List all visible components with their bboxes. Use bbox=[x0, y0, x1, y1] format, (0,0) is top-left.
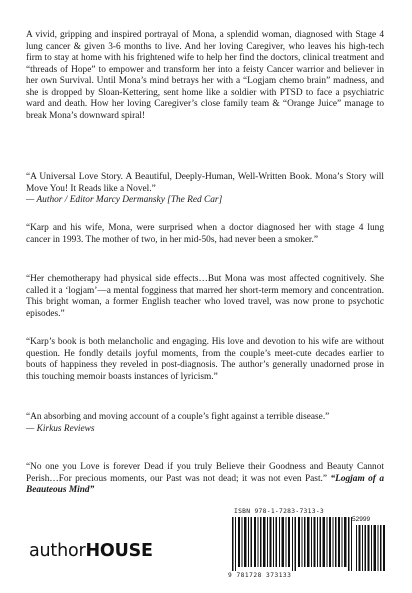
quote-marcy-attribution: — Author / Editor Marcy Dermansky [The Red Car] bbox=[26, 195, 223, 206]
quote-diagnosis bbox=[26, 223, 384, 246]
quote-melancholic bbox=[26, 337, 384, 383]
quote-closing bbox=[26, 462, 384, 497]
quote-melancholic-text: “Karp’s book is both melancholic and engaging. His love and devotion to his wife are without question. He fondly details joyful moments, from the couple’s meet-cute decades earlier to bouts of happiness they reveled in post-diagnosis. The author’s generally unadorned prose in this touching memoir boasts instances of lyricism.” bbox=[26, 337, 384, 382]
barcode-digits: 9 781728 373133 bbox=[228, 572, 292, 579]
quote-marcy-text: “A Universal Love Story. A Beautiful, Deeply-Human, Well-Written Book. Mona’s Story will Move You! It Reads like a Novel.” bbox=[26, 172, 384, 194]
isbn-label: ISBN 978-1-7283-7313-3 bbox=[234, 508, 325, 515]
quote-closing-body: “No one you Love is forever Dead if you truly Believe their Goodness and Beauty Cannot Perish…For precious moments, our Past was not dead; it was not even Past.” bbox=[26, 462, 384, 484]
price-code: 52999 bbox=[352, 516, 371, 523]
quote-marcy bbox=[26, 172, 384, 207]
quote-chemotherapy bbox=[26, 274, 384, 320]
blurb-text: A vivid, gripping and inspired portrayal of Mona, a splendid woman, diagnosed with Stage 4 lung cancer & given 3-6 months to live. And her loving Caregiver, who leaves his high-tech firm to stay at home with his frightened wife to help her find the doctors, clinical treatment and “threads of Hope” to empower and transform her into a feisty Cancer warrior and believer in her own Survival. Until Mona’s mind betrays her with a “Logjam chemo brain” madness, and she is dropped by Sloan-Kettering, sent home like a soldier with PTSD to face a psychiatric ward and death. How her loving Caregiver’s close family team & “Orange Juice” manage to break Mona’s downward spiral! bbox=[26, 30, 384, 122]
quote-closing-text bbox=[26, 462, 384, 497]
blurb-paragraph bbox=[26, 30, 384, 123]
quote-diagnosis-text: “Karp and his wife, Mona, were surprised when a doctor diagnosed her with stage 4 lung cancer in 1993. The mother of two, in her mid-50s, had never been a smoker.” bbox=[26, 223, 384, 245]
publisher-logo-part1: author bbox=[29, 541, 86, 561]
publisher-logo bbox=[29, 541, 153, 561]
barcode-graphic bbox=[232, 517, 388, 571]
book-title: “Logjam of a Beauteous Mind” bbox=[26, 473, 384, 496]
quote-kirkus-attribution: — Kirkus Reviews bbox=[26, 423, 95, 434]
quote-kirkus-text: “An absorbing and moving account of a couple’s fight against a terrible disease.” bbox=[26, 412, 330, 422]
quote-chemotherapy-text: “Her chemotherapy had physical side effects…But Mona was most affected cognitively. She called it a ‘logjam’—a mental fogginess that marred her short-term memory and concentration. This bright woman, a former English teacher who loved travel, was now prone to psychotic episodes.” bbox=[26, 274, 384, 319]
publisher-logo-part2: HOUSE bbox=[85, 541, 153, 561]
quote-kirkus bbox=[26, 412, 384, 435]
